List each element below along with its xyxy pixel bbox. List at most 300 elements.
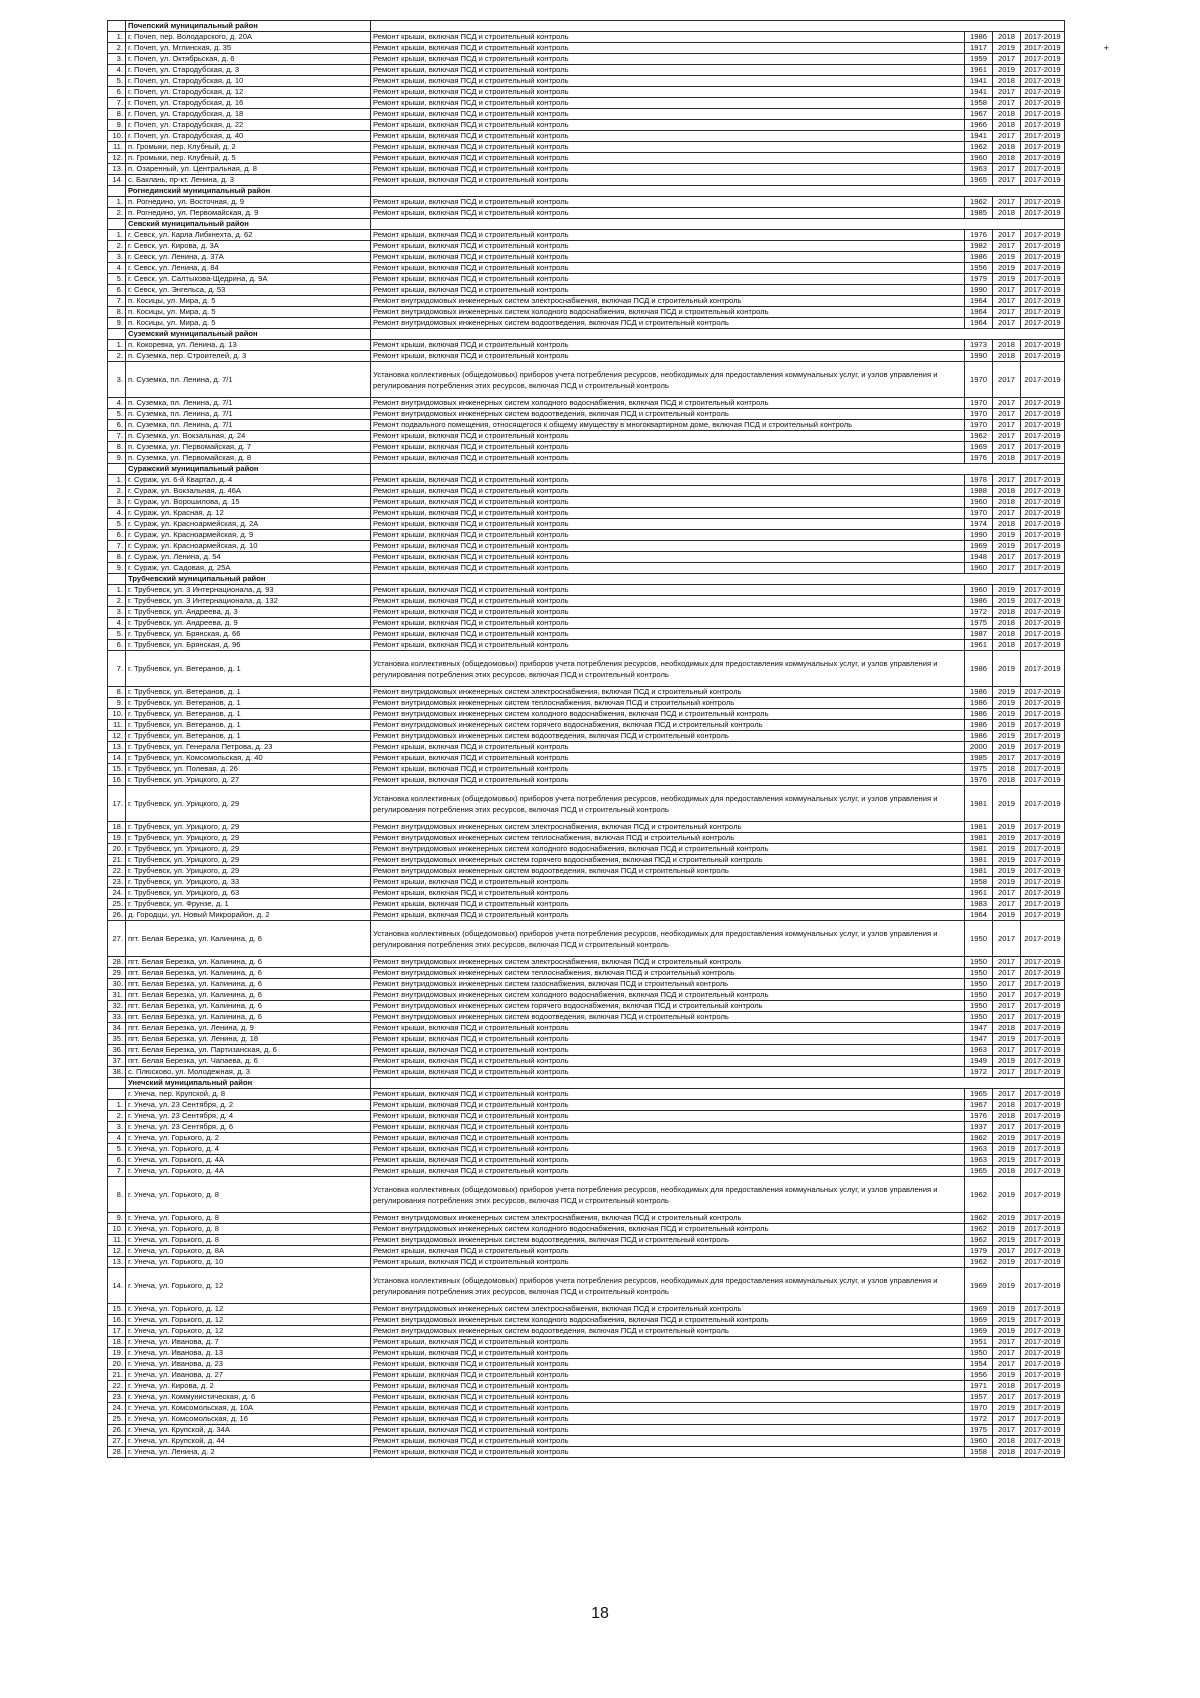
build-year-cell: 1990 [965, 351, 993, 362]
row-number: 9. [108, 698, 126, 709]
work-type-cell: Ремонт крыши, включая ПСД и строительный контроль [371, 1089, 965, 1100]
table-row [108, 285, 1148, 296]
work-type-cell: Ремонт внутридомовых инженерных систем водоотведения, включая ПСД и строительный контроль [371, 1012, 965, 1023]
margin-mark [1065, 651, 1148, 687]
address-cell: г. Трубчевск, ул. Ветеранов, д. 1 [126, 698, 371, 709]
table-row [108, 731, 1148, 742]
table-row [108, 1304, 1148, 1315]
table-row [108, 1235, 1148, 1246]
table-row [108, 822, 1148, 833]
row-number: 27. [108, 1436, 126, 1447]
build-year-cell: 1983 [965, 899, 993, 910]
work-type-cell: Ремонт крыши, включая ПСД и строительный контроль [371, 877, 965, 888]
work-type-cell: Установка коллективных (общедомовых) приборов учета потребления ресурсов, необходимых для предоставления коммунальных услуг, и узлов управления и регулирования потребления этих ресурсов, включая ПСД и строительный контроль [371, 1177, 965, 1213]
margin-mark [1065, 1089, 1148, 1100]
table-row [108, 398, 1148, 409]
district-header-row [108, 1078, 1148, 1089]
row-number: 8. [108, 552, 126, 563]
row-number: 1. [108, 585, 126, 596]
build-year-cell: 1982 [965, 241, 993, 252]
work-type-cell: Ремонт крыши, включая ПСД и строительный контроль [371, 1257, 965, 1268]
address-cell: г. Унеча, ул. Горького, д. 4 [126, 1144, 371, 1155]
work-type-cell: Ремонт крыши, включая ПСД и строительный контроль [371, 241, 965, 252]
row-number: 18. [108, 1337, 126, 1348]
work-type-cell: Установка коллективных (общедомовых) приборов учета потребления ресурсов, необходимых для предоставления коммунальных услуг, и узлов управления и регулирования потребления этих ресурсов, включая ПСД и строительный контроль [371, 921, 965, 957]
work-type-cell: Ремонт крыши, включая ПСД и строительный контроль [371, 453, 965, 464]
work-type-cell: Ремонт внутридомовых инженерных систем электроснабжения, включая ПСД и строительный контроль [371, 822, 965, 833]
address-cell: г. Севск, ул. Кирова, д. 3А [126, 241, 371, 252]
row-number: 3. [108, 362, 126, 398]
build-year-cell: 1951 [965, 1337, 993, 1348]
row-number: 16. [108, 1315, 126, 1326]
margin-mark: + [1065, 43, 1148, 54]
margin-mark [1065, 153, 1148, 164]
repair-year-cell: 2017 [993, 990, 1021, 1001]
program-period-cell: 2017-2019 [1021, 629, 1065, 640]
repair-year-cell: 2017 [993, 230, 1021, 241]
repair-year-cell: 2017 [993, 1414, 1021, 1425]
row-number: 24. [108, 1403, 126, 1414]
row-number: 14. [108, 753, 126, 764]
program-period-cell: 2017-2019 [1021, 1403, 1065, 1414]
work-type-cell: Ремонт внутридомовых инженерных систем водоотведения, включая ПСД и строительный контроль [371, 409, 965, 420]
program-period-cell: 2017-2019 [1021, 651, 1065, 687]
repair-year-cell: 2017 [993, 318, 1021, 329]
row-number: 25. [108, 1414, 126, 1425]
work-type-cell: Ремонт внутридомовых инженерных систем теплоснабжения, включая ПСД и строительный контроль [371, 833, 965, 844]
margin-mark [1065, 486, 1148, 497]
table-row [108, 65, 1148, 76]
build-year-cell: 1970 [965, 1403, 993, 1414]
margin-mark [1065, 398, 1148, 409]
address-cell: г. Унеча, ул. Горького, д. 8 [126, 1235, 371, 1246]
table-row [108, 979, 1148, 990]
row-number: 33. [108, 1012, 126, 1023]
work-type-cell: Установка коллективных (общедомовых) приборов учета потребления ресурсов, необходимых для предоставления коммунальных услуг, и узлов управления и регулирования потребления этих ресурсов, включая ПСД и строительный контроль [371, 786, 965, 822]
repair-year-cell: 2019 [993, 731, 1021, 742]
row-number: 19. [108, 833, 126, 844]
address-cell: г. Трубчевск, ул. Ветеранов, д. 1 [126, 709, 371, 720]
program-period-cell: 2017-2019 [1021, 164, 1065, 175]
table-row [108, 1001, 1148, 1012]
row-number: 28. [108, 1447, 126, 1458]
margin-mark [1065, 219, 1148, 230]
row-number: 6. [108, 420, 126, 431]
build-year-cell: 1986 [965, 709, 993, 720]
table-row [108, 764, 1148, 775]
row-number: 4. [108, 1133, 126, 1144]
table-row [108, 640, 1148, 651]
district-name: Почепский муниципальный район [126, 21, 371, 32]
build-year-cell: 1986 [965, 698, 993, 709]
program-period-cell: 2017-2019 [1021, 208, 1065, 219]
build-year-cell: 1941 [965, 76, 993, 87]
work-type-cell: Ремонт крыши, включая ПСД и строительный контроль [371, 1359, 965, 1370]
work-type-cell: Ремонт крыши, включая ПСД и строительный контроль [371, 131, 965, 142]
program-period-cell: 2017-2019 [1021, 32, 1065, 43]
program-period-cell: 2017-2019 [1021, 957, 1065, 968]
build-year-cell: 1958 [965, 1447, 993, 1458]
address-cell: г. Унеча, ул. Горького, д. 10 [126, 1257, 371, 1268]
work-type-cell: Установка коллективных (общедомовых) приборов учета потребления ресурсов, необходимых для предоставления коммунальных услуг, и узлов управления и регулирования потребления этих ресурсов, включая ПСД и строительный контроль [371, 1268, 965, 1304]
table-row [108, 596, 1148, 607]
program-period-cell: 2017-2019 [1021, 153, 1065, 164]
repair-year-cell: 2018 [993, 351, 1021, 362]
table-row [108, 1268, 1148, 1304]
table-row [108, 910, 1148, 921]
table-row [108, 709, 1148, 720]
build-year-cell: 1960 [965, 563, 993, 574]
table-row [108, 1414, 1148, 1425]
repair-year-cell: 2018 [993, 153, 1021, 164]
address-cell: г. Унеча, ул. Крупской, д. 44 [126, 1436, 371, 1447]
address-cell: г. Унеча, ул. Иванова, д. 27 [126, 1370, 371, 1381]
table-row [108, 1392, 1148, 1403]
work-type-cell: Ремонт крыши, включая ПСД и строительный контроль [371, 109, 965, 120]
program-period-cell: 2017-2019 [1021, 563, 1065, 574]
build-year-cell: 1970 [965, 362, 993, 398]
program-period-cell: 2017-2019 [1021, 1235, 1065, 1246]
row-number: 4. [108, 65, 126, 76]
work-type-cell: Ремонт внутридомовых инженерных систем электроснабжения, включая ПСД и строительный контроль [371, 296, 965, 307]
row-number: 3. [108, 607, 126, 618]
build-year-cell: 1969 [965, 442, 993, 453]
repair-year-cell: 2019 [993, 877, 1021, 888]
table-row [108, 497, 1148, 508]
row-number: 3. [108, 1122, 126, 1133]
build-year-cell: 1971 [965, 1381, 993, 1392]
build-year-cell: 2000 [965, 742, 993, 753]
row-number: 23. [108, 1392, 126, 1403]
build-year-cell: 1986 [965, 651, 993, 687]
table-row [108, 120, 1148, 131]
work-type-cell: Ремонт крыши, включая ПСД и строительный контроль [371, 888, 965, 899]
row-number: 5. [108, 76, 126, 87]
work-type-cell: Ремонт крыши, включая ПСД и строительный контроль [371, 1144, 965, 1155]
address-cell: пгт. Белая Березка, ул. Калинина, д. 6 [126, 1012, 371, 1023]
repair-year-cell: 2019 [993, 1315, 1021, 1326]
work-type-cell: Ремонт крыши, включая ПСД и строительный контроль [371, 1246, 965, 1257]
program-period-cell: 2017-2019 [1021, 990, 1065, 1001]
margin-mark [1065, 230, 1148, 241]
program-period-cell: 2017-2019 [1021, 1122, 1065, 1133]
build-year-cell: 1961 [965, 65, 993, 76]
address-cell: г. Унеча, ул. Кирова, д. 2 [126, 1381, 371, 1392]
row-number: 6. [108, 87, 126, 98]
table-row [108, 753, 1148, 764]
district-blank-cell [371, 21, 1065, 32]
row-number: 8. [108, 307, 126, 318]
work-type-cell: Ремонт крыши, включая ПСД и строительный контроль [371, 1122, 965, 1133]
row-number: 7. [108, 98, 126, 109]
row-number: 5. [108, 629, 126, 640]
margin-mark [1065, 640, 1148, 651]
build-year-cell: 1961 [965, 888, 993, 899]
margin-mark [1065, 1012, 1148, 1023]
repair-year-cell: 2019 [993, 1177, 1021, 1213]
table-row [108, 1155, 1148, 1166]
margin-mark [1065, 866, 1148, 877]
row-number: 1. [108, 340, 126, 351]
table-row [108, 54, 1148, 65]
row-number: 11. [108, 142, 126, 153]
work-type-cell: Ремонт крыши, включая ПСД и строительный контроль [371, 54, 965, 65]
address-cell: пгт. Белая Березка, ул. Чапаева, д. 6 [126, 1056, 371, 1067]
row-number: 13. [108, 1257, 126, 1268]
repair-year-cell: 2019 [993, 866, 1021, 877]
work-type-cell: Ремонт крыши, включая ПСД и строительный контроль [371, 153, 965, 164]
repair-year-cell: 2017 [993, 197, 1021, 208]
margin-mark [1065, 596, 1148, 607]
work-type-cell: Ремонт крыши, включая ПСД и строительный контроль [371, 1370, 965, 1381]
build-year-cell: 1975 [965, 618, 993, 629]
table-row [108, 990, 1148, 1001]
work-type-cell: Ремонт крыши, включая ПСД и строительный контроль [371, 274, 965, 285]
repair-year-cell: 2019 [993, 274, 1021, 285]
work-type-cell: Ремонт крыши, включая ПСД и строительный контроль [371, 640, 965, 651]
margin-mark [1065, 1436, 1148, 1447]
table-row [108, 1089, 1148, 1100]
margin-mark [1065, 1111, 1148, 1122]
repair-year-cell: 2017 [993, 409, 1021, 420]
margin-mark [1065, 1100, 1148, 1111]
build-year-cell: 1956 [965, 263, 993, 274]
repair-year-cell: 2019 [993, 709, 1021, 720]
table-row [108, 142, 1148, 153]
table-row [108, 431, 1148, 442]
work-type-cell: Ремонт крыши, включая ПСД и строительный контроль [371, 1414, 965, 1425]
program-period-cell: 2017-2019 [1021, 764, 1065, 775]
table-row [108, 563, 1148, 574]
margin-mark [1065, 32, 1148, 43]
program-period-cell: 2017-2019 [1021, 1370, 1065, 1381]
program-period-cell: 2017-2019 [1021, 285, 1065, 296]
program-period-cell: 2017-2019 [1021, 833, 1065, 844]
work-type-cell: Ремонт крыши, включая ПСД и строительный контроль [371, 120, 965, 131]
row-number: 27. [108, 921, 126, 957]
program-period-cell: 2017-2019 [1021, 274, 1065, 285]
margin-mark [1065, 957, 1148, 968]
repair-year-cell: 2019 [993, 822, 1021, 833]
work-type-cell: Ремонт крыши, включая ПСД и строительный контроль [371, 442, 965, 453]
margin-mark [1065, 574, 1148, 585]
work-type-cell: Ремонт крыши, включая ПСД и строительный контроль [371, 164, 965, 175]
work-type-cell: Ремонт крыши, включая ПСД и строительный контроль [371, 563, 965, 574]
margin-mark [1065, 910, 1148, 921]
build-year-cell: 1947 [965, 1034, 993, 1045]
address-cell: п. Суземка, пер. Строителей, д. 3 [126, 351, 371, 362]
repair-year-cell: 2017 [993, 888, 1021, 899]
margin-mark [1065, 208, 1148, 219]
work-type-cell: Ремонт крыши, включая ПСД и строительный контроль [371, 1348, 965, 1359]
repair-year-cell: 2017 [993, 1012, 1021, 1023]
program-period-cell: 2017-2019 [1021, 398, 1065, 409]
district-name: Севский муниципальный район [126, 219, 371, 230]
table-row [108, 475, 1148, 486]
row-number: 19. [108, 1348, 126, 1359]
row-number: 1. [108, 1100, 126, 1111]
address-cell: г. Севск, ул. Ленина, д. 37А [126, 252, 371, 263]
program-period-cell: 2017-2019 [1021, 866, 1065, 877]
margin-mark [1065, 921, 1148, 957]
program-period-cell: 2017-2019 [1021, 1100, 1065, 1111]
repair-year-cell: 2017 [993, 131, 1021, 142]
address-cell: п. Косицы, ул. Мира, д. 5 [126, 318, 371, 329]
program-period-cell: 2017-2019 [1021, 1224, 1065, 1235]
program-period-cell: 2017-2019 [1021, 541, 1065, 552]
margin-mark [1065, 563, 1148, 574]
row-number: 37. [108, 1056, 126, 1067]
repair-year-cell: 2019 [993, 1034, 1021, 1045]
repair-year-cell: 2018 [993, 519, 1021, 530]
build-year-cell: 1969 [965, 1268, 993, 1304]
program-period-cell: 2017-2019 [1021, 519, 1065, 530]
repair-year-cell: 2019 [993, 1056, 1021, 1067]
address-cell: г. Унеча, ул. Горького, д. 8 [126, 1224, 371, 1235]
work-type-cell: Ремонт внутридомовых инженерных систем водоотведения, включая ПСД и строительный контроль [371, 1235, 965, 1246]
margin-mark [1065, 241, 1148, 252]
table-row [108, 241, 1148, 252]
build-year-cell: 1966 [965, 120, 993, 131]
margin-mark [1065, 1078, 1148, 1089]
repair-year-cell: 2019 [993, 742, 1021, 753]
program-period-cell: 2017-2019 [1021, 1436, 1065, 1447]
margin-mark [1065, 833, 1148, 844]
repair-year-cell: 2018 [993, 640, 1021, 651]
table-row [108, 687, 1148, 698]
work-type-cell: Ремонт внутридомовых инженерных систем холодного водоснабжения, включая ПСД и строительный контроль [371, 990, 965, 1001]
row-number: 1. [108, 230, 126, 241]
table-row [108, 351, 1148, 362]
margin-mark [1065, 1235, 1148, 1246]
address-cell: п. Громыки, пер. Клубный, д. 2 [126, 142, 371, 153]
repair-year-cell: 2017 [993, 475, 1021, 486]
build-year-cell: 1979 [965, 1246, 993, 1257]
program-period-cell: 2017-2019 [1021, 855, 1065, 866]
margin-mark [1065, 1224, 1148, 1235]
row-number: 8. [108, 687, 126, 698]
row-number: 6. [108, 285, 126, 296]
program-period-cell: 2017-2019 [1021, 1337, 1065, 1348]
repair-year-cell: 2019 [993, 585, 1021, 596]
row-number: 4. [108, 398, 126, 409]
address-cell: г. Трубчевск, ул. Генерала Петрова, д. 23 [126, 742, 371, 753]
program-period-cell: 2017-2019 [1021, 131, 1065, 142]
margin-mark [1065, 109, 1148, 120]
address-cell: г. Трубчевск, ул. 3 Интернационала, д. 132 [126, 596, 371, 607]
build-year-cell: 1962 [965, 1224, 993, 1235]
program-period-cell: 2017-2019 [1021, 596, 1065, 607]
work-type-cell: Ремонт внутридомовых инженерных систем электроснабжения, включая ПСД и строительный контроль [371, 1304, 965, 1315]
repair-year-cell: 2019 [993, 720, 1021, 731]
district-blank-cell [108, 1078, 126, 1089]
build-year-cell: 1963 [965, 1155, 993, 1166]
address-cell: д. Городцы, ул. Новый Микрорайон, д. 2 [126, 910, 371, 921]
margin-mark [1065, 1257, 1148, 1268]
district-blank-cell [371, 574, 1065, 585]
program-period-cell: 2017-2019 [1021, 409, 1065, 420]
table-row [108, 585, 1148, 596]
margin-mark [1065, 1359, 1148, 1370]
address-cell: г. Трубчевск, ул. Урицкого, д. 29 [126, 844, 371, 855]
address-cell: п. Громыки, пер. Клубный, д. 5 [126, 153, 371, 164]
address-cell: г. Сураж, ул. Красноармейская, д. 9 [126, 530, 371, 541]
margin-mark [1065, 1213, 1148, 1224]
build-year-cell: 1963 [965, 164, 993, 175]
repair-year-cell: 2017 [993, 1425, 1021, 1436]
margin-mark [1065, 1144, 1148, 1155]
address-cell: г. Унеча, ул. Горького, д. 12 [126, 1315, 371, 1326]
repair-year-cell: 2019 [993, 786, 1021, 822]
address-cell: г. Унеча, ул. Иванова, д. 13 [126, 1348, 371, 1359]
table-row [108, 786, 1148, 822]
district-blank-cell [108, 329, 126, 340]
table-row [108, 409, 1148, 420]
table-row [108, 1381, 1148, 1392]
margin-mark [1065, 87, 1148, 98]
row-number: 12. [108, 731, 126, 742]
margin-mark [1065, 844, 1148, 855]
table-row [108, 230, 1148, 241]
work-type-cell: Ремонт крыши, включая ПСД и строительный контроль [371, 508, 965, 519]
address-cell: г. Почеп, ул. Стародубская, д. 10 [126, 76, 371, 87]
work-type-cell: Ремонт крыши, включая ПСД и строительный контроль [371, 753, 965, 764]
work-type-cell: Ремонт крыши, включая ПСД и строительный контроль [371, 285, 965, 296]
program-period-cell: 2017-2019 [1021, 910, 1065, 921]
district-blank-cell [108, 219, 126, 230]
work-type-cell: Ремонт крыши, включая ПСД и строительный контроль [371, 431, 965, 442]
build-year-cell: 1981 [965, 822, 993, 833]
work-type-cell: Ремонт крыши, включая ПСД и строительный контроль [371, 263, 965, 274]
row-number: 10. [108, 709, 126, 720]
row-number: 8. [108, 442, 126, 453]
address-cell: г. Унеча, ул. Комсомольская, д. 10А [126, 1403, 371, 1414]
repair-year-cell: 2017 [993, 563, 1021, 574]
table-row [108, 1067, 1148, 1078]
address-cell: пгт. Белая Березка, ул. Партизанская, д. 6 [126, 1045, 371, 1056]
work-type-cell: Ремонт крыши, включая ПСД и строительный контроль [371, 596, 965, 607]
repair-year-cell: 2017 [993, 957, 1021, 968]
row-number: 14. [108, 1268, 126, 1304]
address-cell: г. Унеча, ул. Горького, д. 8 [126, 1213, 371, 1224]
build-year-cell: 1985 [965, 753, 993, 764]
margin-mark [1065, 1315, 1148, 1326]
table-row [108, 1436, 1148, 1447]
build-year-cell: 1967 [965, 109, 993, 120]
address-cell: г. Унеча, ул. Горького, д. 8А [126, 1246, 371, 1257]
program-period-cell: 2017-2019 [1021, 1067, 1065, 1078]
program-period-cell: 2017-2019 [1021, 98, 1065, 109]
program-period-cell: 2017-2019 [1021, 1213, 1065, 1224]
program-period-cell: 2017-2019 [1021, 1144, 1065, 1155]
build-year-cell: 1950 [965, 979, 993, 990]
repair-year-cell: 2018 [993, 142, 1021, 153]
table-row [108, 1447, 1148, 1458]
row-number: 9. [108, 1213, 126, 1224]
table-row [108, 1144, 1148, 1155]
margin-mark [1065, 340, 1148, 351]
table-row [108, 968, 1148, 979]
table-body [108, 21, 1148, 1458]
margin-mark [1065, 786, 1148, 822]
margin-mark [1065, 197, 1148, 208]
work-type-cell: Ремонт внутридомовых инженерных систем водоотведения, включая ПСД и строительный контроль [371, 731, 965, 742]
table-row [108, 1370, 1148, 1381]
work-type-cell: Ремонт крыши, включая ПСД и строительный контроль [371, 629, 965, 640]
program-period-cell: 2017-2019 [1021, 241, 1065, 252]
address-cell: г. Унеча, ул. Иванова, д. 7 [126, 1337, 371, 1348]
district-header-row [108, 574, 1148, 585]
